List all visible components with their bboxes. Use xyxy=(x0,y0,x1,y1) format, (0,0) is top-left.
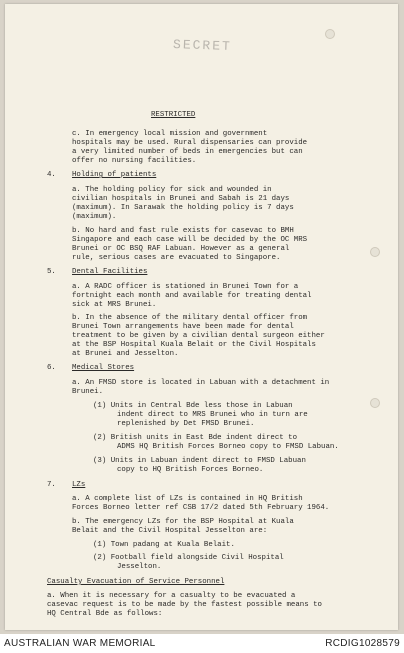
archive-name: AUSTRALIAN WAR MEMORIAL xyxy=(4,638,156,649)
security-stamp: SECRET xyxy=(172,36,233,55)
section-title: Medical Stores xyxy=(72,364,135,372)
section-title: Dental Facilities xyxy=(72,268,148,276)
page-heading: RESTRICTED xyxy=(151,111,196,119)
archive-reference: RCDIG1028579 xyxy=(325,638,400,649)
document-page: SECRET RESTRICTED c. In emergency local mission and government hospitals may be used. Rural dispensaries can provide a very limited number of beds in emergencies but can offer no nursing facilities. 4. Holding of patients a. The holding policy for sick and wounded in civilian hospitals in Brunei and Sabah is 21 days (maximum). In Sarawak the holding policy is 7 days (maximum). b. No hard and fast rule exists for casevac to BMH Singapore and each case will be decided by the OC MRS Brunei or OC BSQ RAF Labuan. However as a general rule, serious cases are evacuated to Singapore. 5. Dental Facilities a. A RADC officer is stationed in Brunei Town for a fortnight each month and available for treating dental sick at MRS Brunei. b. In the absence of the military dental officer from Brunei Town arrangements have been made for dental treatment to be given by a civilian dental surgeon either at the BSP Hospital Kuala Belait or the Civil Hospitals at Brunei and Jesselton. 6. Medical Stores a. An FMSD store is located in Labuan with a detachment in Brunei. (1) Units in Central Bde less those in Labuan indent direct to MRS Brunei who in turn are replenished by Det FMSD Brunei. (2) British units in East Bde indent direct to ADMS HQ British Forces Borneo copy to FMSD Labuan. (3) Units in Labuan indent direct to FMSD Labuan copy to HQ British Forces Borneo. 7. LZs a. A complete list of LZs is contained in HQ British Forces Borneo letter ref CSB 17/2 dated 5th February 1964. b. The emergency LZs for the BSP Hospital at Kuala Belait and the Civil Hospital Jesselton are: (1) Town padang at Kuala Belait. (2) Football field alongside Civil Hospital Jesselton. Casualty Evacuation of Service Personnel a. When it is necessary for a casualty to be evacuated a casevac request is to be made by the fastest possible means to HQ Central Bde as follows: xyxy=(5,4,398,630)
punch-hole xyxy=(370,247,380,257)
punch-hole xyxy=(370,398,380,408)
section-title: Casualty Evacuation of Service Personnel xyxy=(47,578,225,586)
archive-footer xyxy=(0,634,404,653)
section-title: Holding of patients xyxy=(72,171,157,179)
punch-hole xyxy=(325,29,335,39)
section-title: LZs xyxy=(72,481,86,489)
